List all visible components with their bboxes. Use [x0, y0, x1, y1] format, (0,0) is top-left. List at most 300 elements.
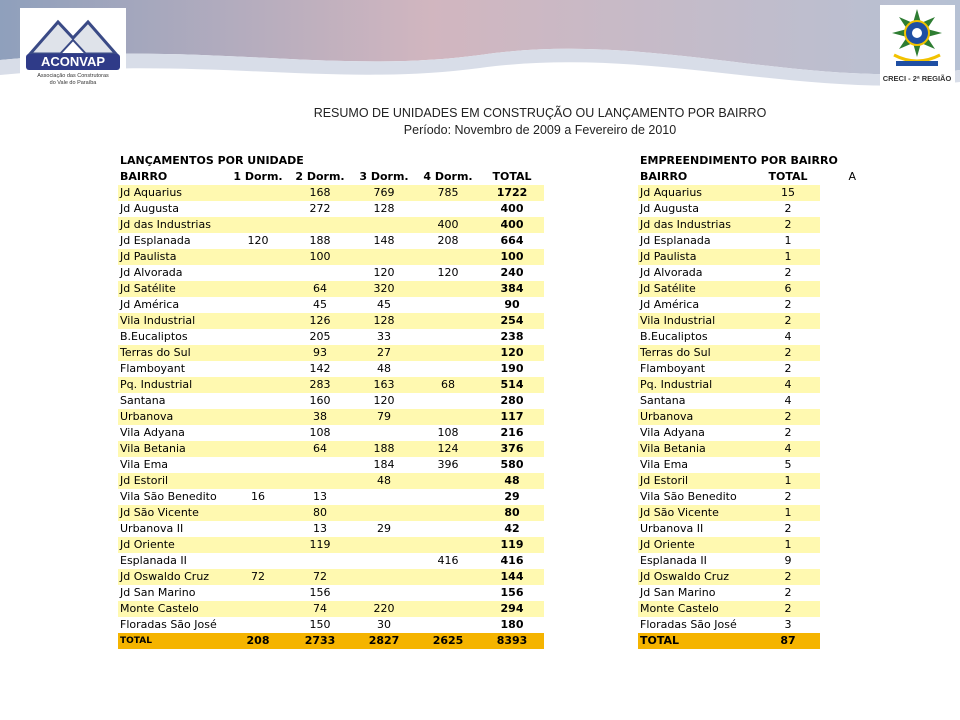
- aconvap-logo: [20, 8, 126, 88]
- neighborhood-cell: Vila São Benedito: [120, 490, 217, 503]
- unit-count-cell: [228, 473, 288, 489]
- table-row: [118, 233, 544, 249]
- empty-cell: [820, 601, 858, 617]
- neighborhood-cell: Urbanova II: [120, 522, 184, 535]
- neighborhood-cell: Esplanada II: [120, 554, 187, 567]
- unit-count-cell: 108: [437, 426, 459, 439]
- row-total-cell: 376: [480, 441, 544, 457]
- unit-count-cell: [228, 521, 288, 537]
- unit-count-cell: [228, 281, 288, 297]
- unit-count-cell: [352, 553, 416, 569]
- table-row: [638, 297, 858, 313]
- launches-by-unit-table: [118, 153, 544, 649]
- unit-count-cell: [228, 377, 288, 393]
- table-row: [118, 297, 544, 313]
- neighborhood-cell: Pq. Industrial: [118, 377, 228, 393]
- table-row: [638, 265, 858, 281]
- development-count-cell: 1: [756, 537, 820, 553]
- neighborhood-cell: B.Eucaliptos: [120, 330, 188, 343]
- empty-cell: [820, 585, 858, 601]
- unit-count-cell: [416, 345, 480, 361]
- unit-count-cell: [228, 553, 288, 569]
- unit-count-cell: 33: [377, 330, 391, 343]
- table-row: [638, 329, 858, 345]
- development-count-cell: 2: [756, 409, 820, 425]
- empty-cell: [820, 185, 858, 201]
- total-value: 208: [228, 633, 288, 649]
- unit-count-cell: 163: [352, 377, 416, 393]
- creci-logo: [880, 5, 955, 87]
- row-total-cell: 384: [480, 281, 544, 297]
- table-row: [118, 217, 544, 233]
- table-row: [118, 537, 544, 553]
- unit-count-cell: 128: [373, 202, 395, 215]
- development-count-cell: 2: [784, 426, 792, 439]
- empty-cell: [820, 201, 858, 217]
- development-count-cell: 1: [784, 234, 792, 247]
- neighborhood-cell: Floradas São José: [640, 618, 737, 631]
- unit-count-cell: [352, 489, 416, 505]
- unit-count-cell: 64: [288, 281, 352, 297]
- row-total-cell: 400: [480, 217, 544, 233]
- unit-count-cell: 72: [228, 569, 288, 585]
- unit-count-cell: [416, 329, 480, 345]
- table-row: [638, 601, 858, 617]
- empty-cell: [820, 329, 858, 345]
- neighborhood-cell: Jd Oswaldo Cruz: [638, 569, 756, 585]
- table-row: [638, 201, 858, 217]
- unit-count-cell: [288, 457, 352, 473]
- neighborhood-cell: Santana: [640, 394, 686, 407]
- neighborhood-cell: Pq. Industrial: [638, 377, 756, 393]
- page-subtitle: Período: Novembro de 2009 a Fevereiro de 2010: [403, 123, 677, 137]
- unit-count-cell: [416, 585, 480, 601]
- unit-count-cell: [352, 537, 416, 553]
- unit-count-cell: [416, 521, 480, 537]
- neighborhood-cell: Jd América: [120, 298, 180, 311]
- unit-count-cell: 16: [251, 490, 265, 503]
- empty-cell: [820, 377, 858, 393]
- row-total-cell: 180: [500, 618, 524, 631]
- table-row: [638, 473, 858, 489]
- unit-count-cell: 120: [437, 266, 459, 279]
- development-count-cell: 2: [756, 601, 820, 617]
- table-row: [118, 377, 544, 393]
- section-header-row: [118, 153, 544, 169]
- column-header: TOTAL: [492, 170, 532, 183]
- unit-count-cell: 205: [309, 330, 331, 343]
- table-row: [638, 569, 858, 585]
- neighborhood-cell: Urbanova II: [640, 522, 704, 535]
- unit-count-cell: [416, 409, 480, 425]
- empty-cell: [820, 249, 858, 265]
- unit-count-cell: [228, 601, 288, 617]
- row-total-cell: 580: [500, 458, 524, 471]
- total-value: 2625: [416, 633, 480, 649]
- table-row: [118, 345, 544, 361]
- total-value: 8393: [480, 633, 544, 649]
- neighborhood-cell: Terras do Sul: [118, 345, 228, 361]
- table-row: [638, 585, 858, 601]
- unit-count-cell: [228, 201, 288, 217]
- unit-count-cell: [288, 473, 352, 489]
- unit-count-cell: 220: [352, 601, 416, 617]
- unit-count-cell: [416, 201, 480, 217]
- row-total-cell: 254: [480, 313, 544, 329]
- unit-count-cell: [416, 249, 480, 265]
- unit-count-cell: 64: [288, 441, 352, 457]
- unit-count-cell: [228, 441, 288, 457]
- logo-left-tagline-2: do Vale do Paraíba: [49, 80, 97, 86]
- development-count-cell: 2: [784, 522, 792, 535]
- unit-count-cell: 108: [309, 426, 331, 439]
- empty-cell: [820, 457, 858, 473]
- table-row: [638, 233, 858, 249]
- neighborhood-cell: Jd Alvorada: [120, 266, 183, 279]
- unit-count-cell: 48: [352, 473, 416, 489]
- unit-count-cell: [352, 585, 416, 601]
- empty-cell: [820, 521, 858, 537]
- unit-count-cell: 283: [288, 377, 352, 393]
- unit-count-cell: 79: [352, 409, 416, 425]
- empty-cell: [820, 281, 858, 297]
- table-row: [638, 377, 858, 393]
- table-row: [118, 409, 544, 425]
- unit-count-cell: 400: [416, 217, 480, 233]
- table-row: [638, 521, 858, 537]
- table-row: [638, 393, 858, 409]
- neighborhood-cell: Vila São Benedito: [640, 490, 737, 503]
- unit-count-cell: [228, 457, 288, 473]
- logo-right-name: CRECI - 2ª REGIÃO: [882, 74, 952, 83]
- unit-count-cell: [228, 361, 288, 377]
- neighborhood-cell: Vila Betania: [638, 441, 756, 457]
- unit-count-cell: [416, 473, 480, 489]
- empty-cell: [820, 553, 858, 569]
- unit-count-cell: 769: [352, 185, 416, 201]
- empty-cell: [820, 297, 858, 313]
- unit-count-cell: 120: [373, 266, 395, 279]
- logo-left-tagline-1: Associação das Construtoras: [37, 73, 109, 79]
- empty-cell: [820, 633, 858, 649]
- unit-count-cell: [288, 265, 352, 281]
- unit-count-cell: 120: [373, 394, 395, 407]
- table-row: [118, 473, 544, 489]
- table-row: [638, 313, 858, 329]
- logo-left-name: ACONVAP: [40, 54, 106, 69]
- unit-count-cell: [352, 569, 416, 585]
- row-total-cell: 29: [504, 490, 520, 503]
- neighborhood-cell: Vila Industrial: [118, 313, 228, 329]
- unit-count-cell: 68: [416, 377, 480, 393]
- neighborhood-cell: Jd Estoril: [118, 473, 228, 489]
- row-total-cell: 80: [480, 505, 544, 521]
- neighborhood-cell: Vila Adyana: [120, 426, 185, 439]
- empty-cell: [820, 425, 858, 441]
- unit-count-cell: 124: [416, 441, 480, 457]
- row-total-cell: 514: [480, 377, 544, 393]
- neighborhood-cell: B.Eucaliptos: [640, 330, 708, 343]
- row-total-cell: 117: [480, 409, 544, 425]
- developments-by-neighborhood-table: [638, 153, 858, 649]
- empty-cell: [820, 537, 858, 553]
- unit-count-cell: [416, 281, 480, 297]
- table-row: [118, 601, 544, 617]
- row-total-cell: 42: [504, 522, 520, 535]
- neighborhood-cell: Jd San Marino: [120, 586, 196, 599]
- unit-count-cell: 29: [377, 522, 391, 535]
- unit-count-cell: [288, 553, 352, 569]
- total-row: [638, 633, 858, 649]
- table-row: [638, 553, 858, 569]
- row-total-cell: 216: [500, 426, 524, 439]
- neighborhood-cell: Urbanova: [118, 409, 228, 425]
- row-total-cell: 144: [480, 569, 544, 585]
- unit-count-cell: [352, 505, 416, 521]
- empty-cell: [820, 441, 858, 457]
- unit-count-cell: [228, 585, 288, 601]
- unit-count-cell: [416, 361, 480, 377]
- neighborhood-cell: Jd São Vicente: [638, 505, 756, 521]
- empty-cell: [820, 233, 858, 249]
- table-row: [638, 217, 858, 233]
- row-total-cell: 400: [500, 202, 524, 215]
- column-header-row: [118, 169, 544, 185]
- table-row: [118, 201, 544, 217]
- empty-cell: [820, 489, 858, 505]
- unit-count-cell: 142: [309, 362, 331, 375]
- unit-count-cell: 184: [373, 458, 395, 471]
- column-header: A: [848, 170, 856, 183]
- unit-count-cell: [228, 505, 288, 521]
- table-row: [118, 489, 544, 505]
- unit-count-cell: [352, 425, 416, 441]
- unit-count-cell: [228, 185, 288, 201]
- table-row: [638, 409, 858, 425]
- neighborhood-cell: Jd América: [640, 298, 700, 311]
- table-row: [118, 249, 544, 265]
- table-row: [118, 441, 544, 457]
- development-count-cell: 15: [756, 185, 820, 201]
- header-wave-background: [0, 0, 960, 110]
- unit-count-cell: [416, 537, 480, 553]
- table-row: [118, 585, 544, 601]
- unit-count-cell: 30: [377, 618, 391, 631]
- neighborhood-cell: Vila Industrial: [638, 313, 756, 329]
- unit-count-cell: 396: [437, 458, 459, 471]
- development-count-cell: 4: [756, 441, 820, 457]
- table-row: [118, 457, 544, 473]
- table-row: [638, 537, 858, 553]
- unit-count-cell: 119: [288, 537, 352, 553]
- unit-count-cell: [228, 409, 288, 425]
- unit-count-cell: [416, 297, 480, 313]
- table-row: [638, 425, 858, 441]
- unit-count-cell: 27: [352, 345, 416, 361]
- empty-cell: [820, 393, 858, 409]
- development-count-cell: 2: [756, 217, 820, 233]
- neighborhood-cell: Jd Esplanada: [120, 234, 191, 247]
- development-count-cell: 2: [784, 490, 792, 503]
- column-header: BAIRRO: [640, 170, 688, 183]
- unit-count-cell: 188: [352, 441, 416, 457]
- page-title: RESUMO DE UNIDADES EM CONSTRUÇÃO OU LANÇAMENTO POR BAIRRO: [313, 106, 767, 120]
- unit-count-cell: [228, 297, 288, 313]
- unit-count-cell: [228, 345, 288, 361]
- unit-count-cell: [352, 249, 416, 265]
- unit-count-cell: [352, 217, 416, 233]
- unit-count-cell: 148: [373, 234, 395, 247]
- empty-cell: [820, 345, 858, 361]
- neighborhood-cell: Jd Alvorada: [640, 266, 703, 279]
- table-row: [118, 281, 544, 297]
- row-total-cell: 100: [480, 249, 544, 265]
- development-count-cell: 4: [784, 394, 792, 407]
- neighborhood-cell: Jd das Industrias: [118, 217, 228, 233]
- development-count-cell: 2: [784, 266, 792, 279]
- table-row: [638, 249, 858, 265]
- neighborhood-cell: Flamboyant: [640, 362, 706, 375]
- row-total-cell: 238: [500, 330, 524, 343]
- row-total-cell: 120: [480, 345, 544, 361]
- unit-count-cell: 150: [309, 618, 331, 631]
- column-header: 1 Dorm.: [233, 170, 283, 183]
- development-count-cell: 2: [756, 313, 820, 329]
- unit-count-cell: 72: [288, 569, 352, 585]
- development-count-cell: 2: [756, 345, 820, 361]
- table-row: [118, 393, 544, 409]
- unit-count-cell: 48: [377, 362, 391, 375]
- development-count-cell: 4: [784, 330, 792, 343]
- unit-count-cell: [416, 313, 480, 329]
- neighborhood-cell: Flamboyant: [120, 362, 186, 375]
- row-total-cell: 416: [500, 554, 524, 567]
- unit-count-cell: 785: [416, 185, 480, 201]
- neighborhood-cell: Urbanova: [638, 409, 756, 425]
- development-count-cell: 6: [756, 281, 820, 297]
- unit-count-cell: [228, 537, 288, 553]
- neighborhood-cell: Jd Aquarius: [638, 185, 756, 201]
- empty-cell: [820, 313, 858, 329]
- neighborhood-cell: Vila Ema: [640, 458, 689, 471]
- total-value: 87: [756, 633, 820, 649]
- row-total-cell: 190: [500, 362, 524, 375]
- column-header: 4 Dorm.: [423, 170, 473, 183]
- table-row: [638, 185, 858, 201]
- unit-count-cell: [416, 393, 480, 409]
- unit-count-cell: 188: [309, 234, 331, 247]
- unit-count-cell: 120: [247, 234, 269, 247]
- development-count-cell: 2: [784, 362, 792, 375]
- row-total-cell: 280: [500, 394, 524, 407]
- unit-count-cell: [228, 393, 288, 409]
- neighborhood-cell: Floradas São José: [120, 618, 217, 631]
- column-header: 2 Dorm.: [295, 170, 345, 183]
- row-total-cell: 156: [500, 586, 524, 599]
- unit-count-cell: [228, 249, 288, 265]
- unit-count-cell: [416, 505, 480, 521]
- unit-count-cell: 156: [309, 586, 331, 599]
- neighborhood-cell: Jd Aquarius: [118, 185, 228, 201]
- unit-count-cell: [228, 329, 288, 345]
- column-header-row: [638, 169, 858, 185]
- development-count-cell: 2: [756, 569, 820, 585]
- unit-count-cell: 208: [437, 234, 459, 247]
- neighborhood-cell: Vila Ema: [120, 458, 169, 471]
- table-row: [118, 185, 544, 201]
- neighborhood-cell: Jd Oswaldo Cruz: [118, 569, 228, 585]
- neighborhood-cell: Jd Satélite: [118, 281, 228, 297]
- column-header: BAIRRO: [120, 170, 168, 183]
- development-count-cell: 1: [756, 473, 820, 489]
- unit-count-cell: [416, 617, 480, 633]
- neighborhood-cell: Jd São Vicente: [118, 505, 228, 521]
- unit-count-cell: 13: [313, 522, 327, 535]
- empty-cell: [820, 617, 858, 633]
- table-row: [118, 265, 544, 281]
- table-row: [638, 617, 858, 633]
- neighborhood-cell: Jd Esplanada: [640, 234, 711, 247]
- table-row: [118, 569, 544, 585]
- empty-cell: [820, 217, 858, 233]
- neighborhood-cell: Jd Satélite: [638, 281, 756, 297]
- neighborhood-cell: Jd Augusta: [640, 202, 699, 215]
- table-row: [638, 345, 858, 361]
- empty-cell: [820, 265, 858, 281]
- neighborhood-cell: Jd Estoril: [638, 473, 756, 489]
- neighborhood-cell: Jd Oriente: [118, 537, 228, 553]
- unit-count-cell: 45: [313, 298, 327, 311]
- empty-cell: [820, 361, 858, 377]
- table-row: [638, 281, 858, 297]
- empty-cell: [820, 569, 858, 585]
- development-count-cell: 2: [784, 298, 792, 311]
- neighborhood-cell: Vila Betania: [118, 441, 228, 457]
- table-row: [638, 441, 858, 457]
- unit-count-cell: [228, 265, 288, 281]
- development-count-cell: 5: [784, 458, 792, 471]
- development-count-cell: 9: [784, 554, 792, 567]
- empty-cell: [820, 505, 858, 521]
- unit-count-cell: 320: [352, 281, 416, 297]
- row-total-cell: 294: [480, 601, 544, 617]
- table-row: [118, 521, 544, 537]
- unit-count-cell: 38: [288, 409, 352, 425]
- table-row: [118, 361, 544, 377]
- development-count-cell: 3: [784, 618, 792, 631]
- column-header: TOTAL: [768, 170, 808, 183]
- table-row: [118, 313, 544, 329]
- neighborhood-cell: Jd Oriente: [638, 537, 756, 553]
- development-count-cell: 2: [784, 586, 792, 599]
- neighborhood-cell: Jd das Industrias: [638, 217, 756, 233]
- development-count-cell: 1: [756, 505, 820, 521]
- unit-count-cell: 160: [309, 394, 331, 407]
- unit-count-cell: 168: [288, 185, 352, 201]
- column-header: 3 Dorm.: [359, 170, 409, 183]
- unit-count-cell: 74: [288, 601, 352, 617]
- section-title: EMPREENDIMENTO POR BAIRRO: [640, 154, 838, 167]
- unit-count-cell: 126: [288, 313, 352, 329]
- neighborhood-cell: Esplanada II: [640, 554, 707, 567]
- empty-cell: [820, 409, 858, 425]
- unit-count-cell: 45: [377, 298, 391, 311]
- neighborhood-cell: Santana: [120, 394, 166, 407]
- unit-count-cell: 128: [352, 313, 416, 329]
- neighborhood-cell: Jd Paulista: [638, 249, 756, 265]
- neighborhood-cell: Jd San Marino: [640, 586, 716, 599]
- unit-count-cell: [228, 217, 288, 233]
